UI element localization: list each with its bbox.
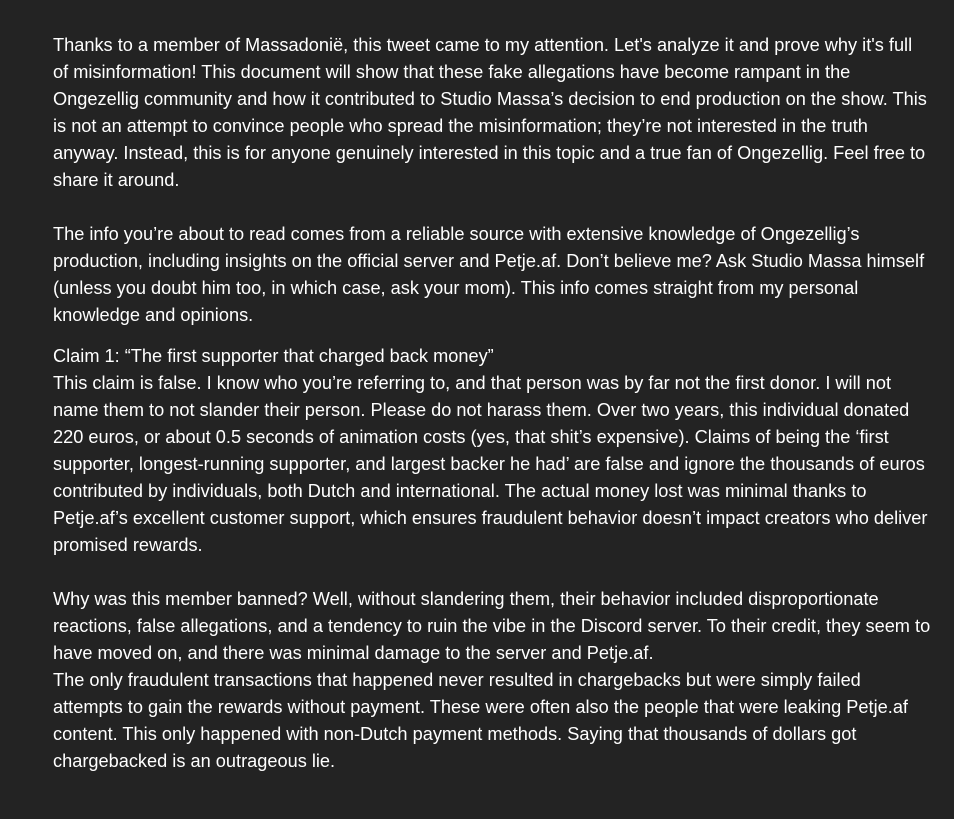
fraud-paragraph: The only fraudulent transactions that happened never resulted in chargebacks but were simply failed attempts to gain the rewards without payment. These were often also the people that were leaking Petje.af content. This only happened with non-Dutch payment methods. Saying that thousands of dollars got chargebacked is an outrageous lie.: [53, 670, 908, 771]
source-paragraph: The info you’re about to read comes from a reliable source with extensive knowledge of Ongezellig’s production, including insights on the official server and Petje.af. Don’t believe me? Ask Studio Massa himself (unless you doubt him too, in which case, ask your mom). This info comes straight from my personal knowledge and opinions.: [53, 224, 925, 325]
document-body: [53, 32, 931, 775]
ban-paragraph: Why was this member banned? Well, without slandering them, their behavior included disproportionate reactions, false allegations, and a tendency to ruin the vibe in the Discord server. To their credit, they seem to have moved on, and there was minimal damage to the server and Petje.af.: [53, 589, 931, 663]
paragraph-spacer: [53, 559, 931, 586]
claim-1-heading: Claim 1: “The first supporter that charged back money”: [53, 346, 494, 366]
paragraph-spacer: [53, 194, 931, 221]
paragraph-spacer: [53, 329, 931, 343]
intro-paragraph: Thanks to a member of Massadonië, this tweet came to my attention. Let's analyze it and prove why it's full of misinformation! This document will show that these fake allegations have become rampant in the Ongezellig community and how it contributed to Studio Massa’s decision to end production on the show. This is not an attempt to convince people who spread the misinformation; they’re not interested in the truth anyway. Instead, this is for anyone genuinely interested in this topic and a true fan of Ongezellig. Feel free to share it around.: [53, 35, 927, 190]
claim-1-body: This claim is false. I know who you’re referring to, and that person was by far not the first donor. I will not name them to not slander their person. Please do not harass them. Over two years, this individual donated 220 euros, or about 0.5 seconds of animation costs (yes, that shit’s expensive). Claims of being the ‘first supporter, longest-running supporter, and largest backer he had’ are false and ignore the thousands of euros contributed by individuals, both Dutch and international. The actual money lost was minimal thanks to Petje.af’s excellent customer support, which ensures fraudulent behavior doesn’t impact creators who deliver promised rewards.: [53, 373, 928, 555]
